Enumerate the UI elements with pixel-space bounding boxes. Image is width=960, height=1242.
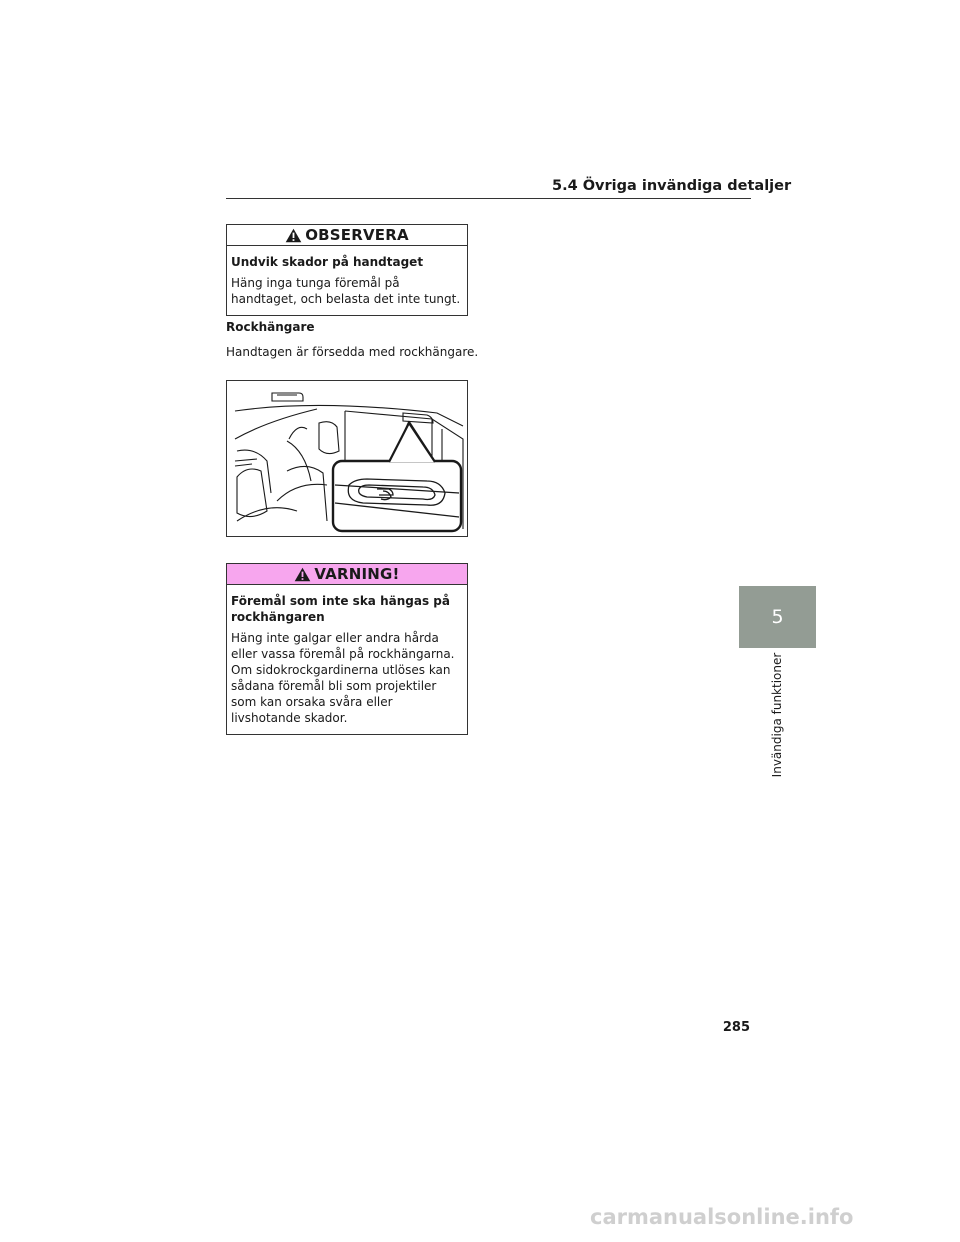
- caution-heading: OBSERVERA: [305, 226, 409, 244]
- chapter-label: Invändiga funktioner: [770, 652, 784, 778]
- watermark: carmanualsonline.info: [590, 1205, 854, 1229]
- coat-hook-illustration: [226, 380, 468, 537]
- warning-box: [226, 563, 468, 735]
- caution-header: [227, 225, 467, 246]
- caution-box: [226, 224, 468, 316]
- page-number: 285: [722, 1020, 750, 1035]
- section-title: Rockhängare: [226, 320, 315, 334]
- car-interior-drawing: [227, 381, 467, 536]
- caution-subtitle: Undvik skador på handtaget: [231, 255, 424, 269]
- warning-subtitle: Föremål som inte ska hängas på rockhängaren: [231, 594, 450, 624]
- chapter-tab: 5: [739, 586, 816, 648]
- page-header-title: 5.4 Övriga invändiga detaljer: [552, 178, 792, 194]
- caution-text: Häng inga tunga föremål på handtaget, och belasta det inte tungt.: [231, 276, 461, 306]
- section-text: Handtagen är försedda med rockhängare.: [226, 345, 479, 359]
- warning-heading: VARNING!: [314, 565, 400, 583]
- warning-header: [227, 564, 467, 585]
- header-divider: [226, 198, 751, 199]
- warning-text: Häng inte galgar eller andra hårda eller vassa föremål på rockhängarna. Om sidokrockgardinerna utlöses kan sådana föremål bli som projektiler som kan orsaka svåra eller livshotande skador.: [231, 631, 455, 725]
- warning-triangle-icon: [285, 228, 302, 243]
- warning-triangle-icon: [294, 567, 311, 582]
